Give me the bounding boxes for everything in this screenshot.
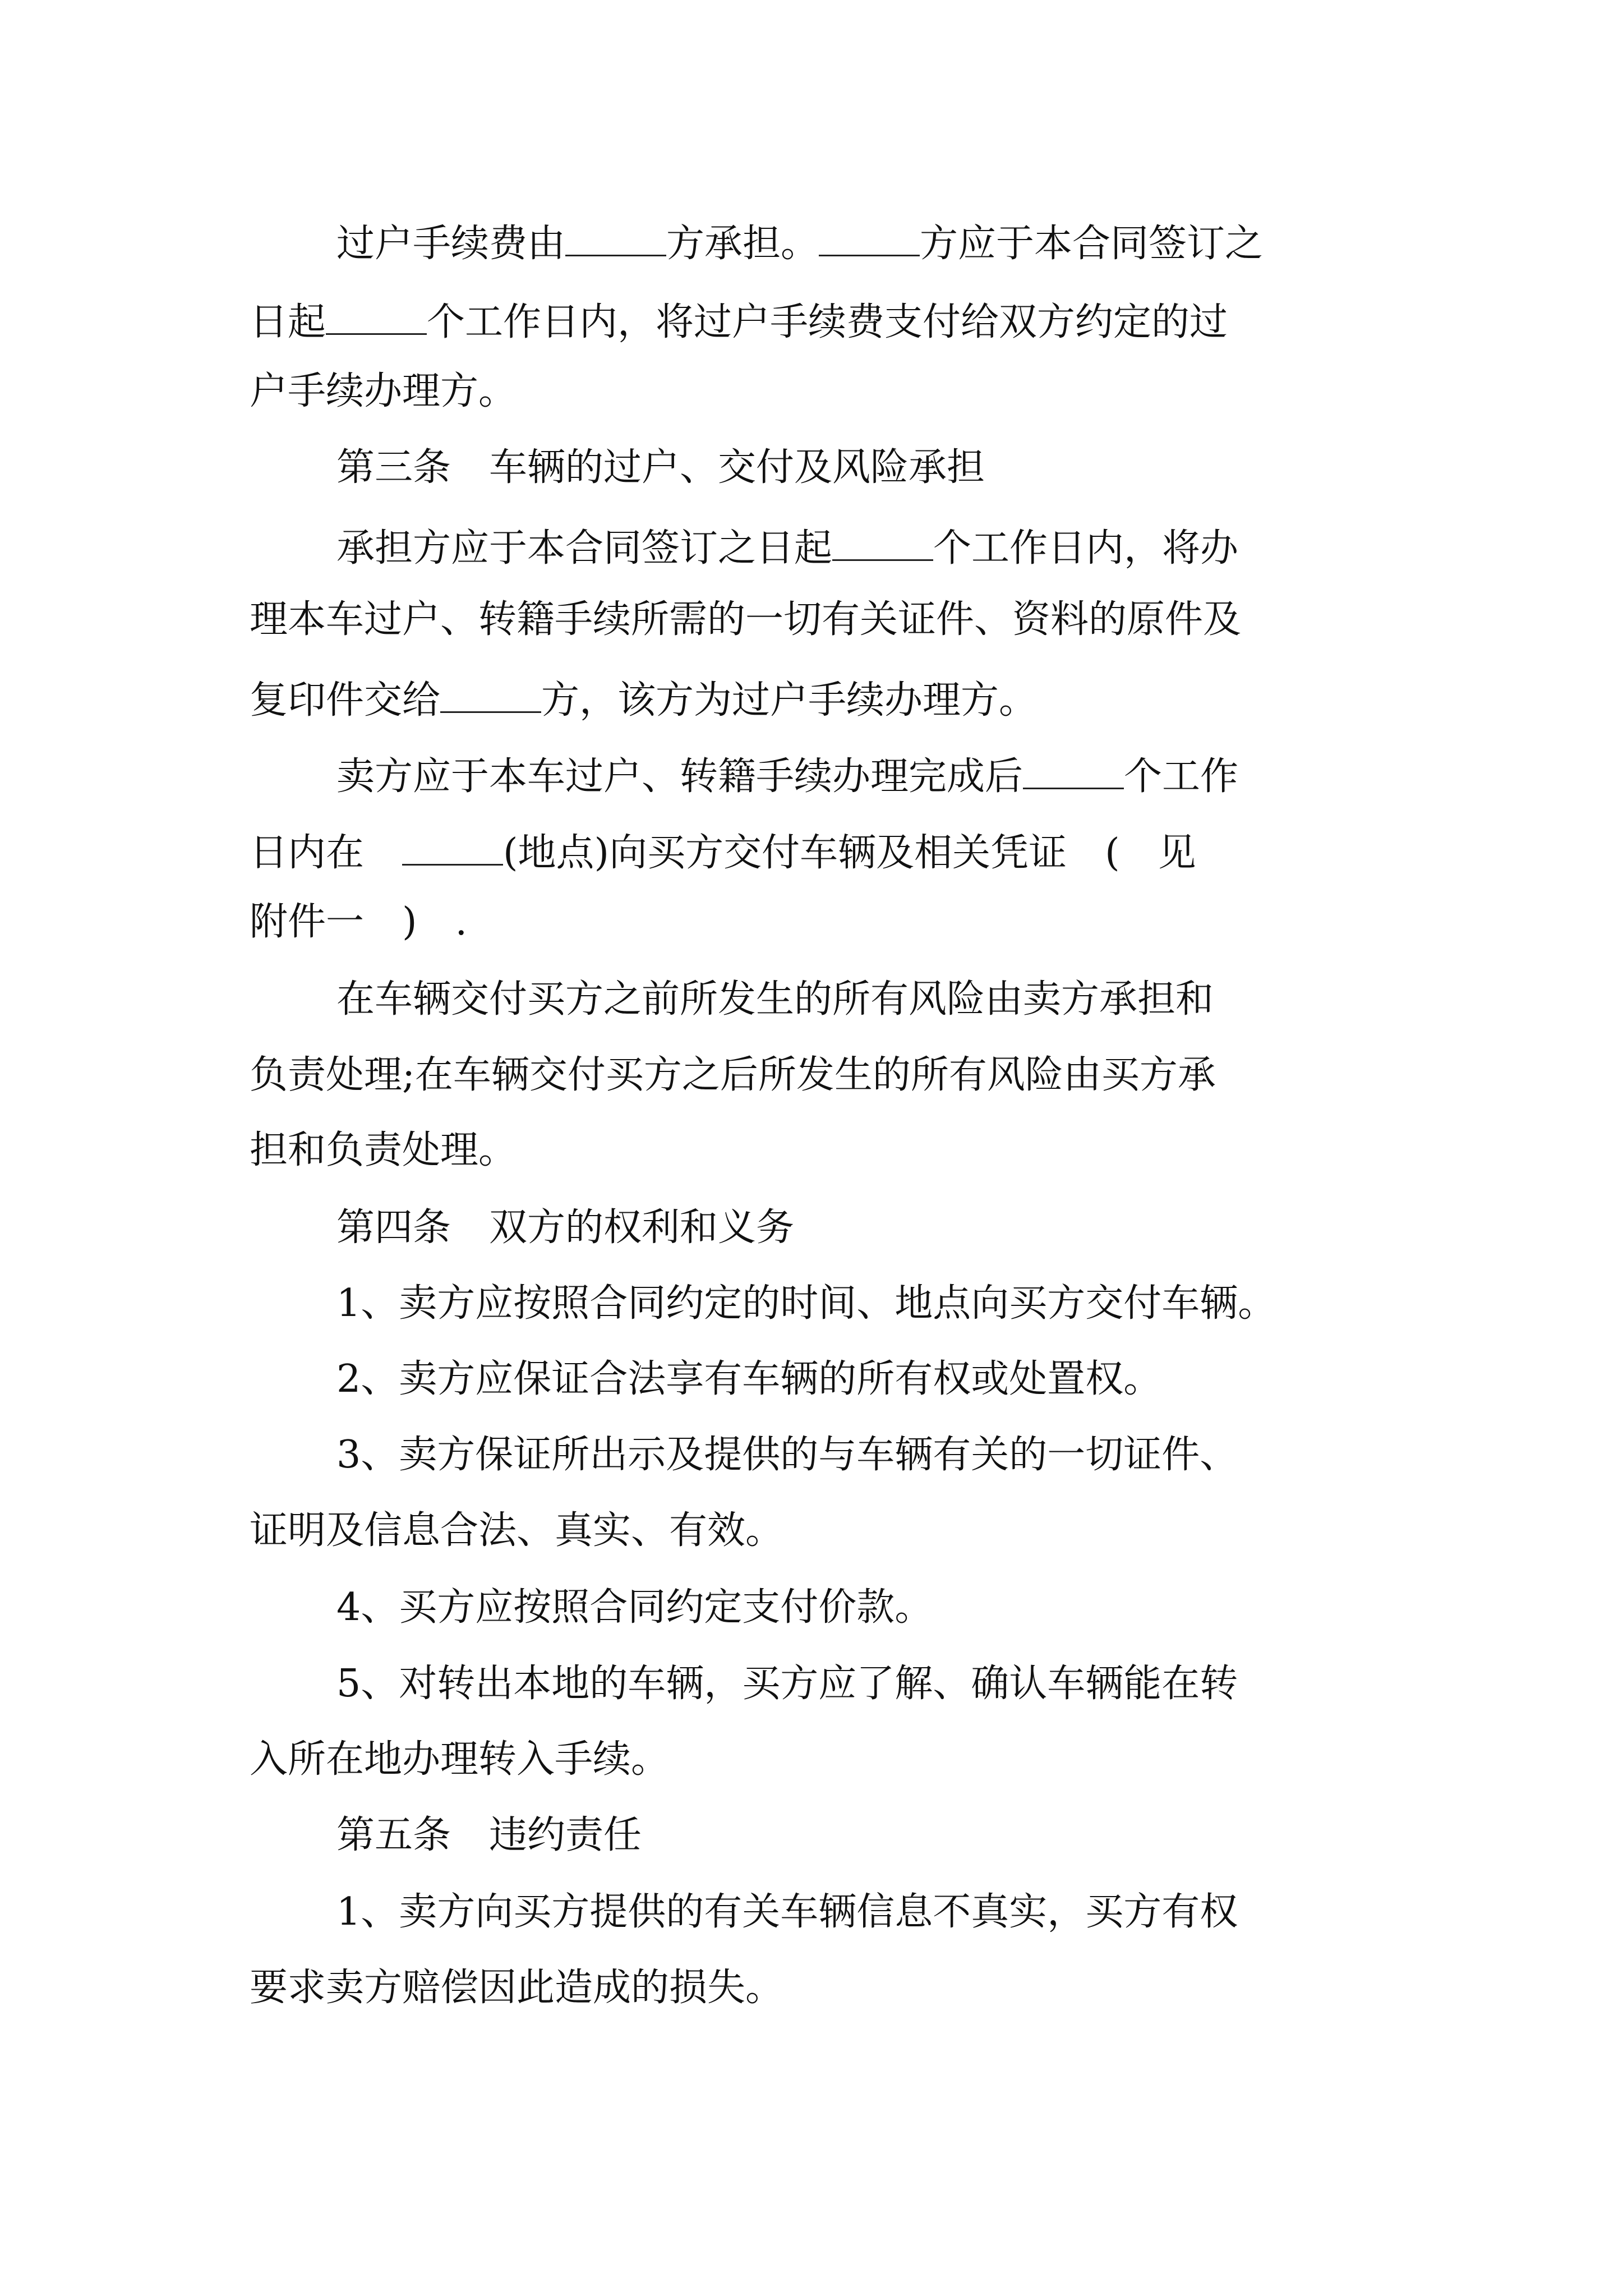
text-segment: 2、卖方应保证合法享有车辆的所有权或处置权。 — [336, 1357, 1162, 1401]
text-line — [250, 369, 517, 413]
text-segment: 3、卖方保证所出示及提供的与车辆有关的一切证件、 — [336, 1433, 1238, 1477]
text-segment: 4、买方应按照合同约定支付价款。 — [336, 1585, 933, 1630]
text-line — [250, 1508, 784, 1553]
fill-in-blank — [819, 220, 920, 256]
text-line — [250, 1966, 784, 2010]
text-line — [336, 1433, 1238, 1477]
text-line — [250, 1737, 670, 1782]
text-segment: 入所在地办理转入手续。 — [250, 1737, 670, 1782]
text-segment: 第三条 车辆的过户、交付及风险承担 — [336, 445, 985, 490]
text-segment: 个工作日内，将办 — [933, 526, 1239, 570]
text-segment: 负责处理;在车辆交付买方之后所发生的所有风险由买方承 — [250, 1053, 1216, 1097]
text-line — [336, 220, 1264, 266]
text-segment: 个工作 — [1124, 754, 1239, 799]
text-segment: 担和负责处理。 — [250, 1128, 517, 1172]
text-line — [250, 829, 1196, 875]
text-segment: 复印件交给 — [250, 678, 441, 723]
text-line — [250, 677, 1038, 723]
text-segment: 第五条 违约责任 — [336, 1813, 642, 1857]
text-line — [336, 1890, 1238, 1934]
text-line — [336, 1281, 1276, 1326]
text-segment: 证明及信息合法、真实、有效。 — [250, 1508, 784, 1553]
fill-in-blank — [565, 220, 666, 256]
text-segment: 承担方应于本合同签订之日起 — [336, 526, 833, 570]
text-segment: 附件一 ) . — [250, 900, 468, 944]
text-segment: 要求卖方赔偿因此造成的损失。 — [250, 1966, 784, 2010]
text-line — [250, 597, 1242, 642]
text-line — [250, 900, 468, 944]
text-line — [250, 1053, 1216, 1097]
text-segment: 方承担。 — [666, 222, 819, 266]
text-segment: 理本车过户、转籍手续所需的一切有关证件、资料的原件及 — [250, 597, 1242, 642]
fill-in-blank — [832, 524, 933, 561]
text-segment: 卖方应于本车过户、转籍手续办理完成后 — [336, 754, 1023, 799]
text-line — [336, 1585, 933, 1630]
text-line — [336, 977, 1214, 1022]
fill-in-blank — [402, 829, 503, 866]
text-segment: 过户手续费由 — [336, 222, 566, 266]
text-segment: 在车辆交付买方之前所发生的所有风险由卖方承担和 — [336, 977, 1214, 1022]
text-line — [250, 298, 1228, 342]
fill-in-blank — [1023, 753, 1124, 789]
text-line — [336, 1813, 642, 1857]
text-segment: 日起 — [250, 300, 326, 344]
text-line — [336, 524, 1238, 568]
text-segment: (地点)向买方交付车辆及相关凭证 ( 见 — [503, 831, 1196, 875]
text-line — [250, 1128, 517, 1172]
text-line — [336, 1662, 1238, 1706]
text-segment: 1、卖方向买方提供的有关车辆信息不真实，买方有权 — [336, 1890, 1238, 1934]
text-segment: 1、卖方应按照合同约定的时间、地点向买方交付车辆。 — [336, 1281, 1276, 1326]
text-segment: 方，该方为过户手续办理方。 — [541, 678, 1038, 723]
text-line — [336, 1357, 1162, 1401]
text-segment: 方应于本合同签订之 — [920, 222, 1264, 266]
text-line — [336, 753, 1239, 799]
fill-in-blank — [326, 298, 427, 335]
text-segment: 个工作日内，将过户手续费支付给双方约定的过 — [427, 300, 1228, 344]
text-line — [336, 445, 985, 490]
text-segment: 5、对转出本地的车辆，买方应了解、确认车辆能在转 — [336, 1662, 1238, 1706]
text-line — [336, 1205, 795, 1250]
fill-in-blank — [440, 677, 541, 713]
text-segment: 第四条 双方的权利和义务 — [336, 1205, 795, 1250]
text-segment: 日内在 — [250, 831, 403, 875]
text-segment: 户手续办理方。 — [250, 369, 517, 413]
